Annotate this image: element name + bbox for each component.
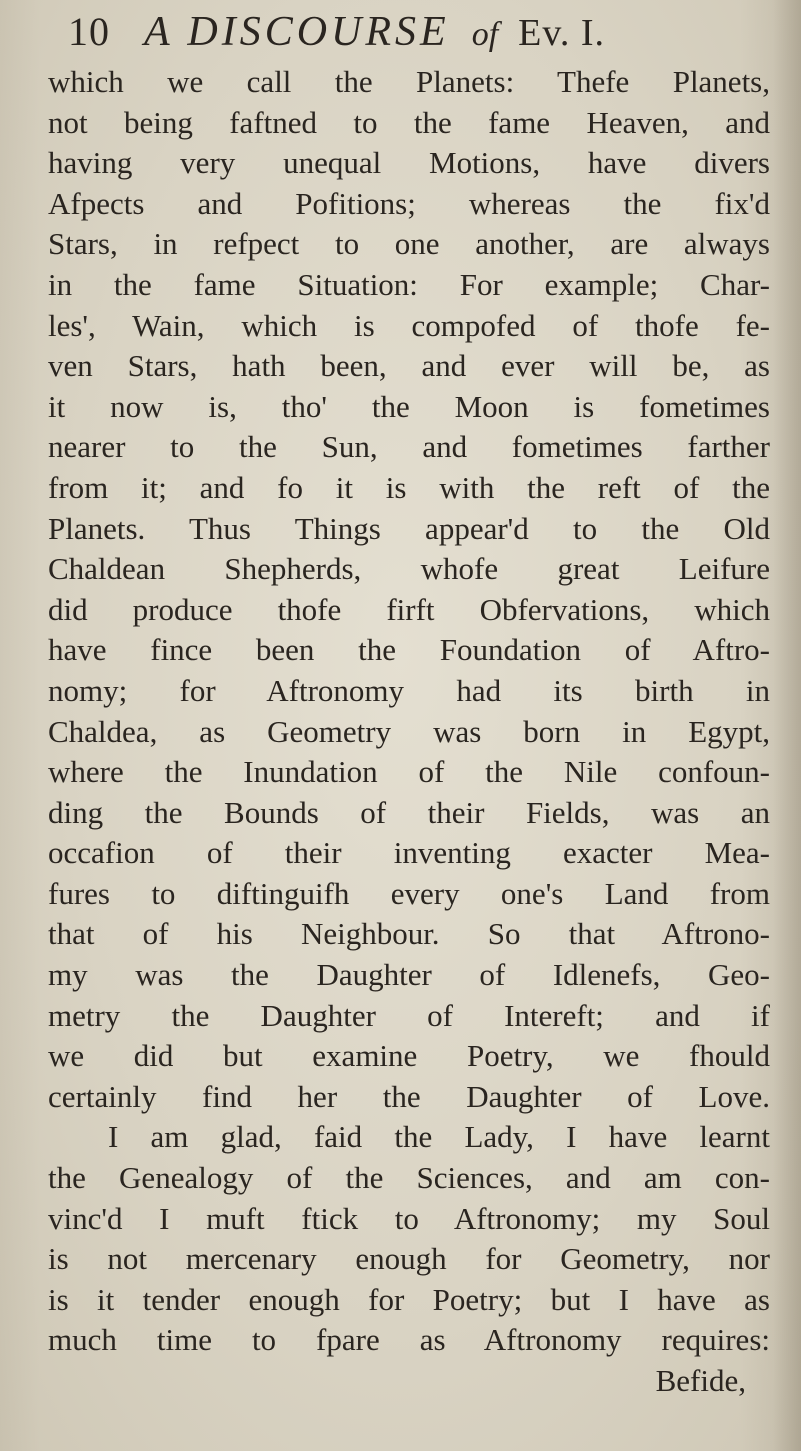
page-number: 10 (68, 9, 110, 54)
text-line: that of his Neighbour. So that Aftrono- (48, 916, 770, 952)
text-line: we did but examine Poetry, we fhould (48, 1038, 770, 1074)
text-line: my was the Daughter of Idlenefs, Geo- (48, 957, 770, 993)
text-line: certainly find her the Daughter of Love. (48, 1078, 770, 1114)
running-head (68, 8, 768, 60)
catchword: Befide, (655, 1363, 746, 1398)
text-line: which we call the Planets: Thefe Planets, (48, 64, 770, 99)
text-line: from it; and fo it is with the reft of the (48, 469, 770, 505)
text-line: Afpects and Pofitions; whereas the fix'd (48, 185, 770, 221)
text-line: occafion of their inventing exacter Mea- (48, 835, 770, 871)
running-title: A DISCOURSE (144, 9, 450, 55)
evening-marker: Ev. I. (518, 12, 606, 54)
text-line: ding the Bounds of their Fields, was an (48, 794, 770, 830)
text-line: not being faftned to the fame Heaven, and (48, 104, 770, 140)
text-line: ven Stars, hath been, and ever will be, as (48, 348, 770, 384)
text-line: Chaldea, as Geometry was born in Egypt, (48, 713, 770, 749)
text-line: is not mercenary enough for Geometry, nor (48, 1241, 770, 1277)
text-line: much time to fpare as Aftronomy requires: (48, 1322, 770, 1358)
body-text (48, 62, 770, 1402)
text-line: metry the Daughter of Intereft; and if (48, 997, 770, 1033)
page-edge-shadow (773, 0, 801, 1451)
text-line: is it tender enough for Poetry; but I have as (48, 1281, 770, 1317)
text-line: Planets. Thus Things appear'd to the Old (48, 510, 770, 546)
text-line: vinc'd I muft ftick to Aftronomy; my Soul (48, 1200, 770, 1236)
text-line: where the Inundation of the Nile confoun- (48, 754, 770, 790)
text-line: in the fame Situation: For example; Char- (48, 266, 770, 302)
text-line: Stars, in refpect to one another, are always (48, 226, 770, 262)
text-line: Chaldean Shepherds, whofe great Leifure (48, 551, 770, 587)
text-line: nomy; for Aftronomy had its birth in (48, 672, 770, 708)
text-line: fures to diftinguifh every one's Land from (48, 875, 770, 911)
text-line: it now is, tho' the Moon is fometimes (48, 388, 770, 424)
text-line-paragraph-start: I am glad, faid the Lady, I have learnt (108, 1119, 770, 1155)
text-line: nearer to the Sun, and fometimes farther (48, 429, 770, 465)
text-line: les', Wain, which is compofed of thofe fe- (48, 307, 770, 343)
running-title-of: of (471, 16, 499, 53)
text-line: the Genealogy of the Sciences, and am con- (48, 1160, 770, 1196)
text-line: did produce thofe firft Obfervations, which (48, 591, 770, 627)
text-line: having very unequal Motions, have divers (48, 145, 770, 181)
text-line: have fince been the Foundation of Aftro- (48, 632, 770, 668)
